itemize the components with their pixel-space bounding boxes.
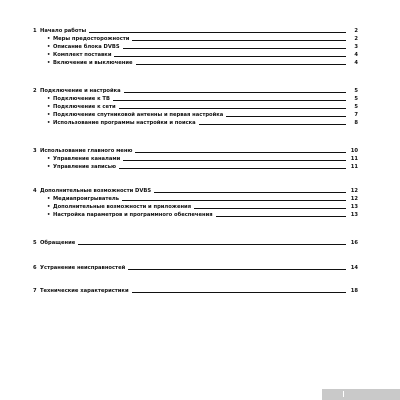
bullet-icon: • xyxy=(47,156,51,162)
leader-line xyxy=(226,116,346,117)
toc-entry-label: Дополнительные возможности DVBS xyxy=(40,188,152,194)
toc-entry-label: Дополнительные возможности и приложения xyxy=(53,204,192,210)
toc-subsection-entry[interactable] xyxy=(33,210,358,218)
toc-subsection-entry[interactable] xyxy=(33,34,358,42)
toc-page-number: 12 xyxy=(350,196,358,202)
toc-section-entry[interactable] xyxy=(33,146,358,154)
toc-entry-label: Устранение неисправностей xyxy=(40,265,126,271)
leader-line xyxy=(128,269,346,270)
toc-subsection-entry[interactable] xyxy=(33,154,358,162)
toc-page-number: 11 xyxy=(350,156,358,162)
toc-page-number: 2 xyxy=(354,28,358,34)
leader-line xyxy=(123,160,346,161)
toc-section-entry[interactable] xyxy=(33,286,358,294)
toc-subsection-entry[interactable] xyxy=(33,202,358,210)
toc-entry-label: Обращение xyxy=(40,240,76,246)
toc-entry-label: Настройка параметров и программного обеспечения xyxy=(53,212,213,218)
section-number: 5 xyxy=(33,240,37,246)
leader-line xyxy=(123,48,346,49)
toc-entry-label: Начало работы xyxy=(40,28,87,34)
toc-entry-label: Подключение спутниковой антенны и первая настройка xyxy=(53,112,224,118)
leader-line xyxy=(136,64,346,65)
leader-line xyxy=(122,200,346,201)
toc-subsection-entry[interactable] xyxy=(33,58,358,66)
section-number: 4 xyxy=(33,188,37,194)
toc-section-entry[interactable] xyxy=(33,263,358,271)
toc-page-number: 8 xyxy=(354,120,358,126)
bullet-icon: • xyxy=(47,44,51,50)
toc-entry-label: Меры предосторожности xyxy=(53,36,130,42)
toc-section-entry[interactable] xyxy=(33,26,358,34)
section-number: 2 xyxy=(33,88,37,94)
toc-page-number: 18 xyxy=(350,288,358,294)
leader-line xyxy=(216,216,346,217)
toc-subsection-entry[interactable] xyxy=(33,162,358,170)
toc-page-number: 12 xyxy=(350,188,358,194)
bullet-icon: • xyxy=(47,96,51,102)
toc-page-number: 13 xyxy=(350,204,358,210)
toc-entry-label: Использование главного меню xyxy=(40,148,133,154)
toc-subsection-entry[interactable] xyxy=(33,94,358,102)
leader-line xyxy=(119,168,346,169)
leader-line xyxy=(114,56,346,57)
leader-line xyxy=(194,208,346,209)
leader-line xyxy=(119,108,346,109)
toc-subsection-entry[interactable] xyxy=(33,194,358,202)
bullet-icon: • xyxy=(47,104,51,110)
toc-entry-label: Подключение и настройка xyxy=(40,88,121,94)
toc-page-number: 3 xyxy=(354,44,358,50)
section-number: 1 xyxy=(33,28,37,34)
bullet-icon: • xyxy=(47,60,51,66)
toc-page-number: 16 xyxy=(350,240,358,246)
section-number: 3 xyxy=(33,148,37,154)
toc-page-number: 11 xyxy=(350,164,358,170)
leader-line xyxy=(199,124,346,125)
bullet-icon: • xyxy=(47,212,51,218)
leader-line xyxy=(132,292,346,293)
toc-page-number: 7 xyxy=(354,112,358,118)
section-number: 7 xyxy=(33,288,37,294)
page-tab-mark xyxy=(343,391,344,397)
leader-line xyxy=(135,152,346,153)
leader-line xyxy=(113,100,346,101)
leader-line xyxy=(124,92,346,93)
page-number-tab xyxy=(322,389,400,400)
leader-line xyxy=(154,192,346,193)
toc-entry-label: Подключение к ТВ xyxy=(53,96,110,102)
bullet-icon: • xyxy=(47,36,51,42)
bullet-icon: • xyxy=(47,164,51,170)
toc-entry-label: Комплект поставки xyxy=(53,52,112,58)
toc-entry-label: Подключение к сети xyxy=(53,104,116,110)
toc-section-entry[interactable] xyxy=(33,186,358,194)
bullet-icon: • xyxy=(47,196,51,202)
toc-page-number: 4 xyxy=(354,52,358,58)
toc-page-number: 10 xyxy=(350,148,358,154)
toc-page-number: 13 xyxy=(350,212,358,218)
toc-page-number: 5 xyxy=(354,88,358,94)
toc-page-number: 5 xyxy=(354,104,358,110)
toc-entry-label: Управление каналами xyxy=(53,156,121,162)
leader-line xyxy=(132,40,346,41)
toc-entry-label: Включение и выключение xyxy=(53,60,133,66)
bullet-icon: • xyxy=(47,120,51,126)
toc-page-number: 2 xyxy=(354,36,358,42)
toc-page-number: 14 xyxy=(350,265,358,271)
toc-subsection-entry[interactable] xyxy=(33,42,358,50)
bullet-icon: • xyxy=(47,112,51,118)
toc-page-number: 5 xyxy=(354,96,358,102)
toc-subsection-entry[interactable] xyxy=(33,102,358,110)
toc-entry-label: Медиапроигрыватель xyxy=(53,196,120,202)
leader-line xyxy=(78,244,346,245)
toc-entry-label: Технические характеристики xyxy=(40,288,129,294)
toc-entry-label: Управление записью xyxy=(53,164,117,170)
section-number: 6 xyxy=(33,265,37,271)
toc-page-number: 4 xyxy=(354,60,358,66)
toc-entry-label: Описание блока DVBS xyxy=(53,44,120,50)
toc-subsection-entry[interactable] xyxy=(33,110,358,118)
toc-section-entry[interactable] xyxy=(33,86,358,94)
toc-entry-label: Использование программы настройки и поиска xyxy=(53,120,196,126)
toc-section-entry[interactable] xyxy=(33,238,358,246)
toc-subsection-entry[interactable] xyxy=(33,118,358,126)
leader-line xyxy=(89,32,346,33)
bullet-icon: • xyxy=(47,204,51,210)
bullet-icon: • xyxy=(47,52,51,58)
toc-subsection-entry[interactable] xyxy=(33,50,358,58)
